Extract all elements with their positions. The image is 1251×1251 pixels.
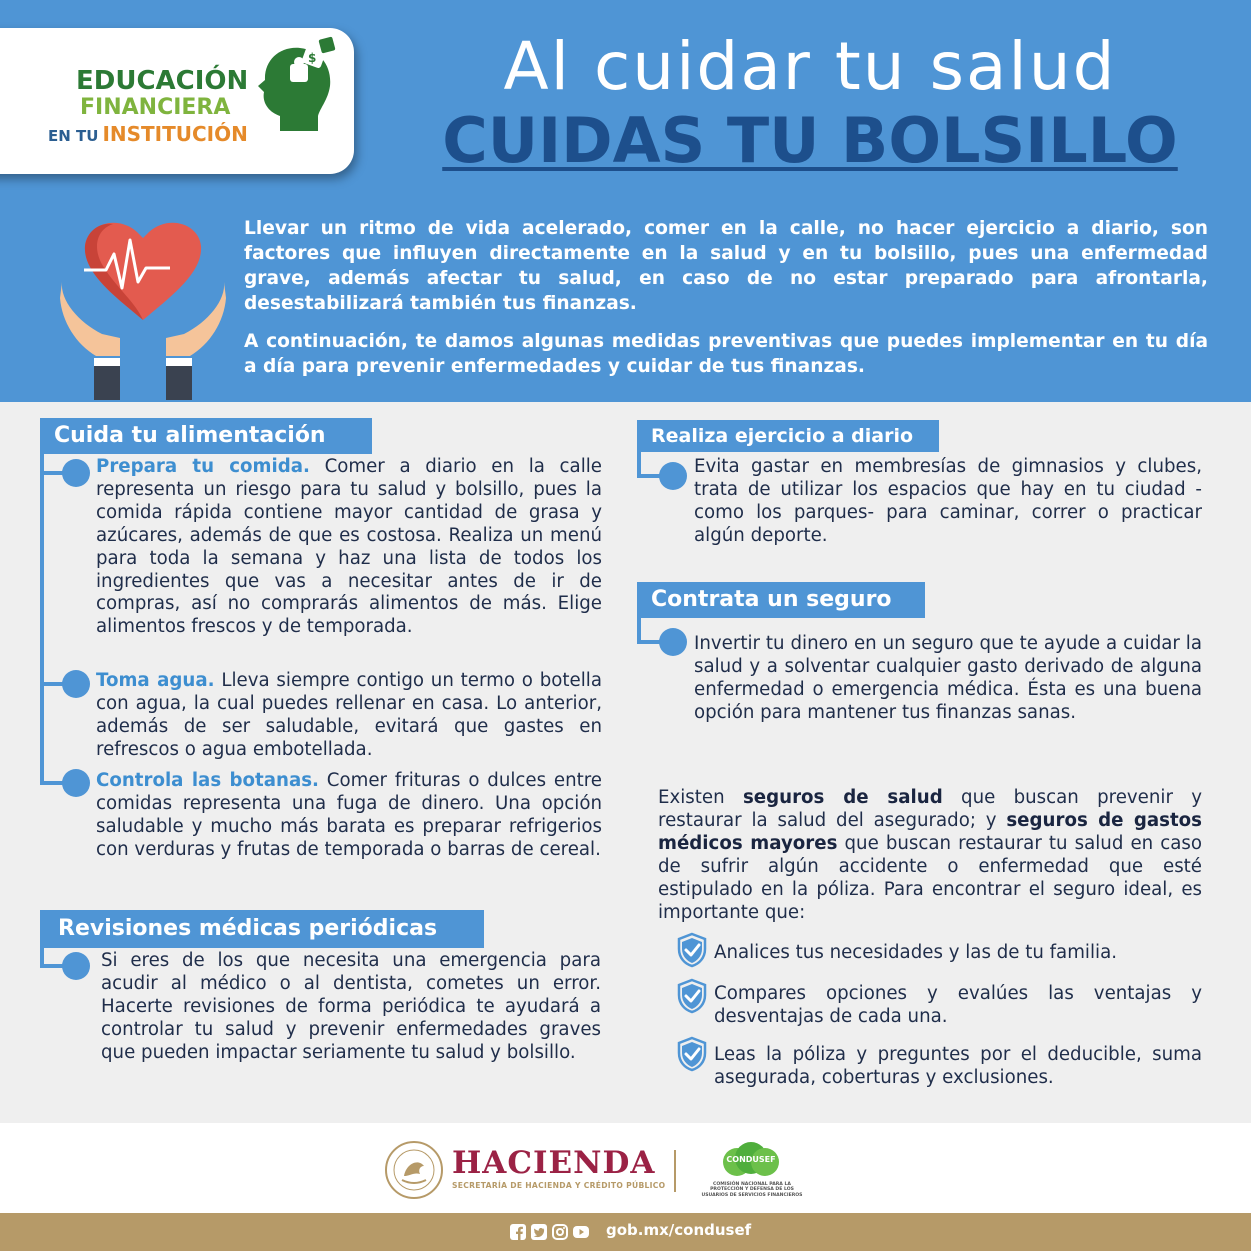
mexico-seal-icon — [384, 1140, 444, 1200]
insurance-bold: seguros de salud — [742, 787, 943, 808]
item-text: Lleva siempre contigo un termo o botella con agua, la cual puedes rellenar en casa. Lo anterior, además de ser saludable, evitará que gastes en refrescos o agua embotellada. — [96, 670, 602, 760]
condusef-name: CONDUSEF — [726, 1155, 776, 1164]
item-heading: Prepara tu comida. — [96, 456, 310, 477]
insurance-bold: seguros de gastos médicos mayores — [658, 809, 1202, 854]
intro-text — [244, 216, 1208, 379]
item-text: Comer a diario en la calle representa un riesgo para tu salud y bolsillo, pues la comida rápida contiene mayor cantidad de grasa y azúcares, además de que es costosa. Realiza un menú para toda la semana y haz una lista de todos los ingredientes que vas a necesitar antes de ir de compras, así no comprarás alimentos de más. Elige alimentos frescos y de temporada. — [96, 456, 602, 638]
logo-line3-prefix: EN TU — [48, 127, 99, 145]
section-label-ejercicio: Realiza ejercicio a diario — [637, 420, 939, 452]
insurance-text: que buscan prevenir y restaurar la salud del asegurado; y — [658, 787, 1202, 831]
item-heading: Controla las botanas. — [96, 770, 319, 791]
checklist-item-1: Analices tus necesidades y las de tu familia. — [714, 942, 1118, 963]
footer-divider — [674, 1150, 676, 1192]
logo-line1: EDUCACIÓN — [76, 66, 249, 96]
intro-paragraph-1: Llevar un ritmo de vida acelerado, comer en la calle, no hacer ejercicio a diario, son factores que influyen directamente en la salud y en tu bolsillo, pues una enfermedad grave, además afectar tu salud, en caso de no estar preparado para afrontarla, desestabilizará también tus finanzas. — [244, 218, 1208, 314]
section-label-revisiones: Revisiones médicas periódicas — [40, 910, 484, 948]
page-title: Al cuidar tu salud — [503, 28, 1117, 105]
timeline-line — [40, 454, 44, 784]
instagram-icon[interactable] — [552, 1224, 568, 1240]
head-puzzle-icon — [250, 36, 350, 136]
bullet-dot — [62, 769, 90, 797]
heart-hands-icon — [58, 210, 228, 400]
page-subtitle: CUIDAS TU BOLSILLO — [442, 104, 1178, 177]
shield-check-icon — [676, 932, 708, 968]
logo-line3-main: INSTITUCIÓN — [102, 122, 248, 146]
intro-paragraph-2: A continuación, te damos algunas medidas preventivas que puedes implementar en tu día a día para prevenir enfermedades y cuidar de tus finanzas. — [244, 331, 1208, 377]
insurance-paragraph — [658, 787, 1202, 924]
insurance-text: que buscan restaurar tu salud en caso de sufrir algún accidente o enfermedad que esté estipulado en la póliza. Para encontrar el seguro ideal, es importante que: — [658, 832, 1202, 923]
bullet-dot — [62, 952, 90, 980]
svg-text:$: $ — [308, 51, 317, 65]
shield-check-icon — [676, 978, 708, 1014]
item-prepara-comida — [96, 456, 602, 639]
item-text: Comer frituras o dulces entre comidas representa una fuga de dinero. Una opción saludable y mucho más barata es preparar refrigerios con verduras y frutas de temporada o barras de cereal. — [96, 770, 602, 860]
bullet-dot — [62, 670, 90, 698]
checklist-item-3: Leas la póliza y preguntes por el deducible, suma asegurada, coberturas y exclusiones. — [714, 1044, 1202, 1088]
revisiones-text: Si eres de los que necesita una emergencia para acudir al médico o al dentista, cometes un error. Hacerte revisiones de forma periódica te ayudará a controlar tu salud y prevenir enfermedades graves que pueden impactar seriamente tu salud y bolsillo. — [101, 950, 601, 1063]
header-banner — [0, 0, 1251, 402]
ejercicio-text: Evita gastar en membresías de gimnasios y clubes, trata de utilizar los espacios que hay en tu ciudad -como los parques- para caminar, correr o practicar algún deporte. — [694, 456, 1202, 546]
item-toma-agua — [96, 670, 602, 762]
section-label-seguro: Contrata un seguro — [637, 582, 925, 618]
bullet-dot — [659, 462, 687, 490]
condusef-subtitle: COMISIÓN NACIONAL PARA LA PROTECCIÓN Y DEFENSA DE LOS USUARIOS DE SERVICIOS FINANCIEROS — [701, 1182, 803, 1198]
hacienda-subtitle: SECRETARÍA DE HACIENDA Y CRÉDITO PÚBLICO — [452, 1181, 666, 1190]
facebook-icon[interactable] — [510, 1224, 526, 1240]
social-icons — [510, 1222, 589, 1242]
insurance-text: Existen — [658, 787, 743, 808]
logo-line2: FINANCIERA — [80, 95, 231, 120]
item-controla-botanas — [96, 770, 602, 862]
footer-url[interactable]: gob.mx/condusef — [606, 1221, 752, 1239]
bullet-dot — [659, 628, 687, 656]
logo-line3 — [48, 122, 248, 146]
timeline-line — [637, 452, 641, 476]
seguro-text: Invertir tu dinero en un seguro que te ayude a cuidar la salud y a solventar cualquier gasto derivado de alguna enfermedad o emergencia médica. Ésta es una buena opción para mantener tus finanzas sanas. — [694, 633, 1202, 723]
twitter-icon[interactable] — [531, 1224, 547, 1240]
youtube-icon[interactable] — [573, 1224, 589, 1240]
section-label-alimentacion: Cuida tu alimentación — [40, 418, 372, 454]
condusef-logo — [719, 1142, 783, 1180]
hacienda-name: HACIENDA — [452, 1145, 656, 1181]
bullet-dot — [62, 459, 90, 487]
checklist-item-2: Compares opciones y evalúes las ventajas y desventajas de cada una. — [714, 983, 1202, 1027]
item-heading: Toma agua. — [96, 670, 215, 691]
shield-check-icon — [676, 1036, 708, 1072]
